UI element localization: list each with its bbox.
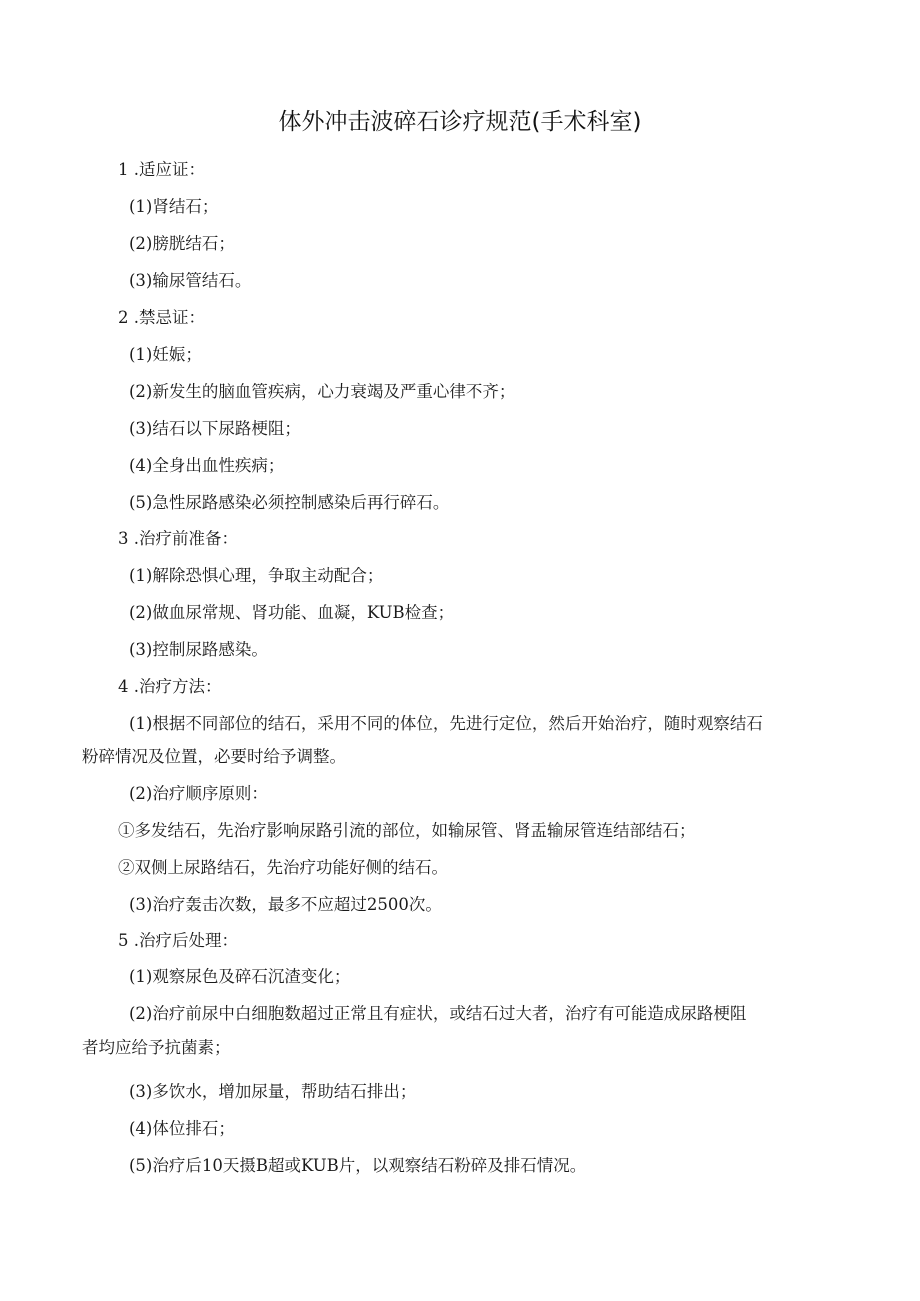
list-item: (2)治疗前尿中白细胞数超过正常且有症状，或结石过大者，治疗有可能造成尿路梗阻	[129, 1004, 747, 1023]
list-item: (1)观察尿色及碎石沉渣变化；	[129, 967, 351, 986]
list-item: ①多发结石，先治疗影响尿路引流的部位，如输尿管、肾盂输尿管连结部结石；	[118, 821, 696, 840]
list-item: (3)输尿管结石。	[129, 271, 252, 290]
list-item: (3)控制尿路感染。	[129, 640, 268, 659]
section-heading-contraindications: 2 .禁忌证：	[118, 308, 205, 327]
list-item: (3)多饮水，增加尿量，帮助结石排出；	[129, 1082, 417, 1101]
list-item: (1)解除恐惧心理，争取主动配合；	[129, 566, 384, 585]
list-item: (2)膀胱结石；	[129, 234, 235, 253]
list-item: (4)全身出血性疾病；	[129, 456, 285, 475]
list-item-continuation: 粉碎情况及位置，必要时给予调整。	[82, 747, 346, 766]
list-item-continuation: 者均应给予抗菌素；	[82, 1038, 231, 1057]
list-item: (3)结石以下尿路梗阻；	[129, 419, 301, 438]
document-title: 体外冲击波碎石诊疗规范(手术科室)	[278, 109, 642, 135]
section-heading-indications: 1 .适应证：	[118, 160, 205, 179]
list-item: (1)肾结石；	[129, 197, 219, 216]
list-item: ②双侧上尿路结石，先治疗功能好侧的结石。	[118, 858, 448, 877]
list-item: (2)做血尿常规、肾功能、血凝，KUB检查；	[129, 603, 455, 622]
list-item: (1)根据不同部位的结石，采用不同的体位，先进行定位，然后开始治疗，随时观察结石	[129, 714, 763, 733]
list-item: (1)妊娠；	[129, 345, 202, 364]
section-heading-method: 4 .治疗方法：	[118, 677, 222, 696]
list-item: (2)新发生的脑血管疾病，心力衰竭及严重心律不齐；	[129, 382, 516, 401]
section-heading-preparation: 3 .治疗前准备：	[118, 529, 238, 548]
list-item: (4)体位排石；	[129, 1119, 235, 1138]
list-item: (5)急性尿路感染必须控制感染后再行碎石。	[129, 493, 450, 512]
section-heading-aftercare: 5 .治疗后处理：	[118, 931, 238, 950]
list-item: (5)治疗后10天摄B超或KUB片，以观察结石粉碎及排石情况。	[129, 1156, 587, 1175]
list-item: (2)治疗顺序原则：	[129, 784, 268, 803]
list-item: (3)治疗轰击次数，最多不应超过2500次。	[129, 895, 442, 914]
